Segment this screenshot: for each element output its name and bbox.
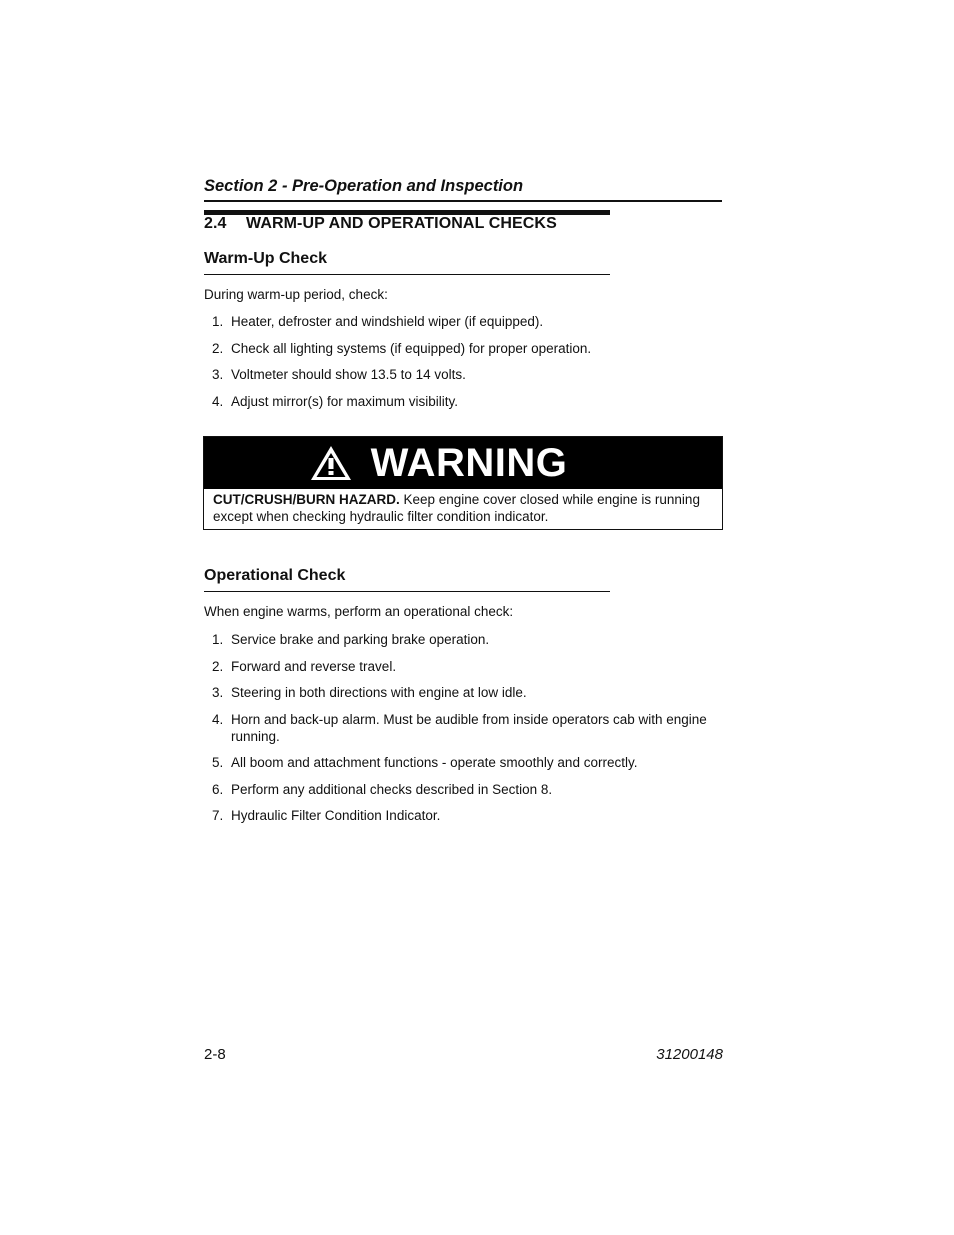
list-item — [212, 313, 724, 330]
list-text: Hydraulic Filter Condition Indicator. — [231, 808, 441, 823]
list-item — [212, 631, 724, 648]
list-text: Check all lighting systems (if equipped) for proper operation. — [231, 341, 592, 356]
list-item — [212, 393, 724, 410]
list-number: 2. — [212, 341, 224, 356]
list-text: Steering in both directions with engine at low idle. — [231, 685, 527, 700]
list-text: Voltmeter should show 13.5 to 14 volts. — [231, 367, 466, 382]
list-number: 3. — [212, 367, 224, 382]
list-item — [212, 781, 724, 798]
list-text: Forward and reverse travel. — [231, 659, 397, 674]
warning-label: WARNING — [370, 441, 568, 485]
header-rule — [204, 200, 722, 202]
list-number: 6. — [212, 782, 224, 797]
section-number: 2.4 — [204, 215, 227, 232]
section-header: Section 2 - Pre-Operation and Inspection — [204, 177, 524, 195]
warmup-intro: During warm-up period, check: — [204, 287, 388, 302]
list-text: Perform any additional checks described in Section 8. — [231, 782, 553, 797]
list-number: 5. — [212, 755, 224, 770]
list-text: Service brake and parking brake operation. — [231, 632, 490, 647]
list-number: 2. — [212, 659, 224, 674]
warning-triangle-icon — [309, 444, 353, 482]
list-item — [212, 754, 724, 771]
list-item — [212, 711, 724, 745]
list-number: 1. — [212, 314, 224, 329]
list-text: Adjust mirror(s) for maximum visibility. — [231, 394, 459, 409]
list-number: 1. — [212, 632, 224, 647]
list-text: All boom and attachment functions - operate smoothly and correctly. — [231, 755, 638, 770]
list-number: 3. — [212, 685, 224, 700]
warmup-heading: Warm-Up Check — [204, 250, 327, 267]
operational-heading: Operational Check — [204, 567, 346, 584]
list-item — [212, 684, 724, 701]
section-title — [204, 215, 557, 233]
warning-banner — [204, 437, 722, 489]
list-number: 4. — [212, 712, 224, 727]
list-item — [212, 366, 724, 383]
operational-intro: When engine warms, perform an operational check: — [204, 604, 514, 619]
list-item — [212, 658, 724, 675]
page-number: 2-8 — [204, 1046, 226, 1063]
hazard-label: CUT/CRUSH/BURN HAZARD. — [213, 492, 400, 507]
section-title-text: WARM-UP AND OPERATIONAL CHECKS — [246, 215, 557, 232]
list-text: Heater, defroster and windshield wiper (if equipped). — [231, 314, 544, 329]
warning-message — [213, 491, 718, 525]
document-number: 31200148 — [656, 1046, 723, 1063]
warning-body: Keep engine cover closed while engine is running except when checking hydraulic filter condition indicator. — [213, 492, 700, 524]
list-number: 7. — [212, 808, 224, 823]
list-item — [212, 340, 724, 357]
operational-heading-rule — [204, 591, 610, 592]
list-number: 4. — [212, 394, 224, 409]
warmup-heading-rule — [204, 274, 610, 275]
list-text: Horn and back-up alarm. Must be audible from inside operators cab with engine running. — [231, 712, 707, 744]
list-item — [212, 807, 724, 824]
warning-box — [203, 436, 723, 530]
